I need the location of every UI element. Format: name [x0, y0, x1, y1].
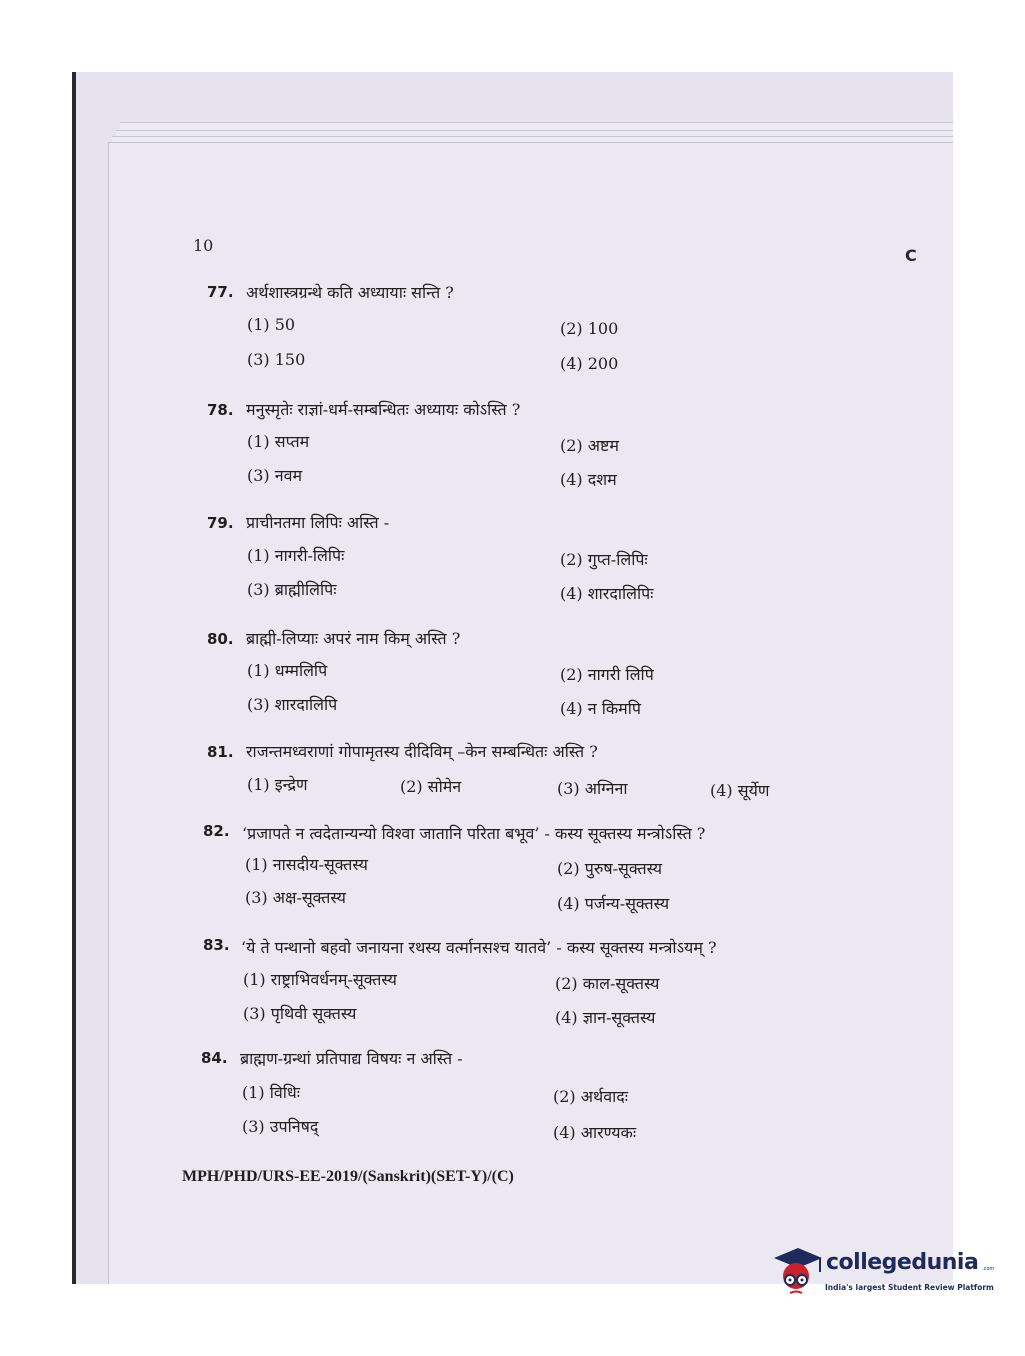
- option-2: (2) अष्टम: [560, 436, 619, 455]
- option-1: (1) नागरी-लिपिः: [247, 546, 345, 565]
- question-number: 78.: [207, 401, 234, 419]
- option-2: (2) 100: [560, 319, 619, 338]
- option-2: (2) गुप्त-लिपिः: [560, 550, 648, 569]
- question-number: 81.: [207, 743, 234, 761]
- set-code: C: [905, 246, 917, 265]
- question-text: ‘प्रजापते न त्वदेतान्यन्यो विश्वा जातानि परिता बभूव’ - कस्य सूक्तस्य मन्त्रोऽस्ति ?: [242, 824, 706, 843]
- option-4: (4) आरण्यकः: [553, 1123, 637, 1142]
- option-3: (3) अक्ष-सूक्तस्य: [245, 888, 346, 907]
- option-1: (1) राष्ट्राभिवर्धनम्-सूक्तस्य: [243, 970, 397, 989]
- option-2: (2) पुरुष-सूक्तस्य: [557, 859, 663, 878]
- page-number: 10: [193, 236, 214, 255]
- question-text: अर्थशास्त्रग्रन्थे कति अध्यायाः सन्ति ?: [246, 283, 454, 302]
- logo-tagline: India's largest Student Review Platform: [825, 1283, 994, 1292]
- question-number: 83.: [203, 936, 230, 954]
- question-text: प्राचीनतमा लिपिः अस्ति -: [246, 513, 390, 532]
- option-4: (4) पर्जन्य-सूक्तस्य: [557, 894, 670, 913]
- option-3: (3) ब्राह्मीलिपिः: [247, 580, 337, 599]
- question-sheet: [108, 142, 953, 1284]
- option-2: (2) अर्थवादः: [553, 1087, 628, 1106]
- option-4: (4) दशम: [560, 470, 617, 489]
- scan-edge: [72, 72, 76, 1284]
- option-3: (3) पृथिवी सूक्तस्य: [243, 1004, 357, 1023]
- logo-suffix: .com: [982, 1266, 995, 1272]
- question-text: ब्राह्मी-लिप्याः अपरं नाम किम् अस्ति ?: [246, 629, 461, 648]
- option-1: (1) 50: [247, 315, 296, 334]
- student-mascot-icon: [768, 1246, 824, 1312]
- option-3: (3) शारदालिपि: [247, 695, 338, 714]
- option-4: (4) सूर्येण: [710, 781, 770, 800]
- question-text: ‘ये ते पन्थानो बहवो जनायना रथस्य वर्त्मानसश्च यातवे’ - कस्य सूक्तस्य मन्त्रोऽयम् ?: [241, 938, 717, 957]
- option-4: (4) ज्ञान-सूक्तस्य: [555, 1008, 656, 1027]
- option-1: (1) विधिः: [242, 1083, 301, 1102]
- question-number: 79.: [207, 514, 234, 532]
- option-1: (1) इन्द्रेण: [247, 775, 308, 794]
- option-2: (2) सोमेन: [400, 777, 462, 796]
- paper-code-footer: MPH/PHD/URS-EE-2019/(Sanskrit)(SET-Y)/(C): [182, 1168, 514, 1185]
- option-4: (4) शारदालिपिः: [560, 584, 654, 603]
- option-3: (3) 150: [247, 350, 306, 369]
- option-2: (2) काल-सूक्तस्य: [555, 974, 660, 993]
- question-number: 80.: [207, 630, 234, 648]
- collegedunia-logo: [768, 1246, 998, 1316]
- logo-wordmark: collegedunia: [826, 1250, 979, 1275]
- question-text: मनुस्मृतेः राज्ञां-धर्म-सम्बन्धितः अध्यायः कोऽस्ति ?: [246, 400, 521, 419]
- option-3: (3) उपनिषद्: [242, 1117, 319, 1136]
- option-1: (1) सप्तम: [247, 432, 310, 451]
- option-4: (4) 200: [560, 354, 619, 373]
- question-number: 82.: [203, 822, 230, 840]
- option-1: (1) नासदीय-सूक्तस्य: [245, 855, 368, 874]
- option-3: (3) अग्निना: [557, 779, 628, 798]
- question-text: राजन्तमध्वराणां गोपामृतस्य दीदिविम् –केन सम्बन्धितः अस्ति ?: [246, 742, 598, 761]
- option-3: (3) नवम: [247, 466, 303, 485]
- option-4: (4) न किमपि: [560, 699, 641, 718]
- question-number: 84.: [201, 1049, 228, 1067]
- question-number: 77.: [207, 283, 234, 301]
- option-2: (2) नागरी लिपि: [560, 665, 654, 684]
- option-1: (1) धम्मलिपि: [247, 661, 328, 680]
- question-text: ब्राह्मण-ग्रन्थां प्रतिपाद्य विषयः न अस्ति -: [240, 1049, 463, 1068]
